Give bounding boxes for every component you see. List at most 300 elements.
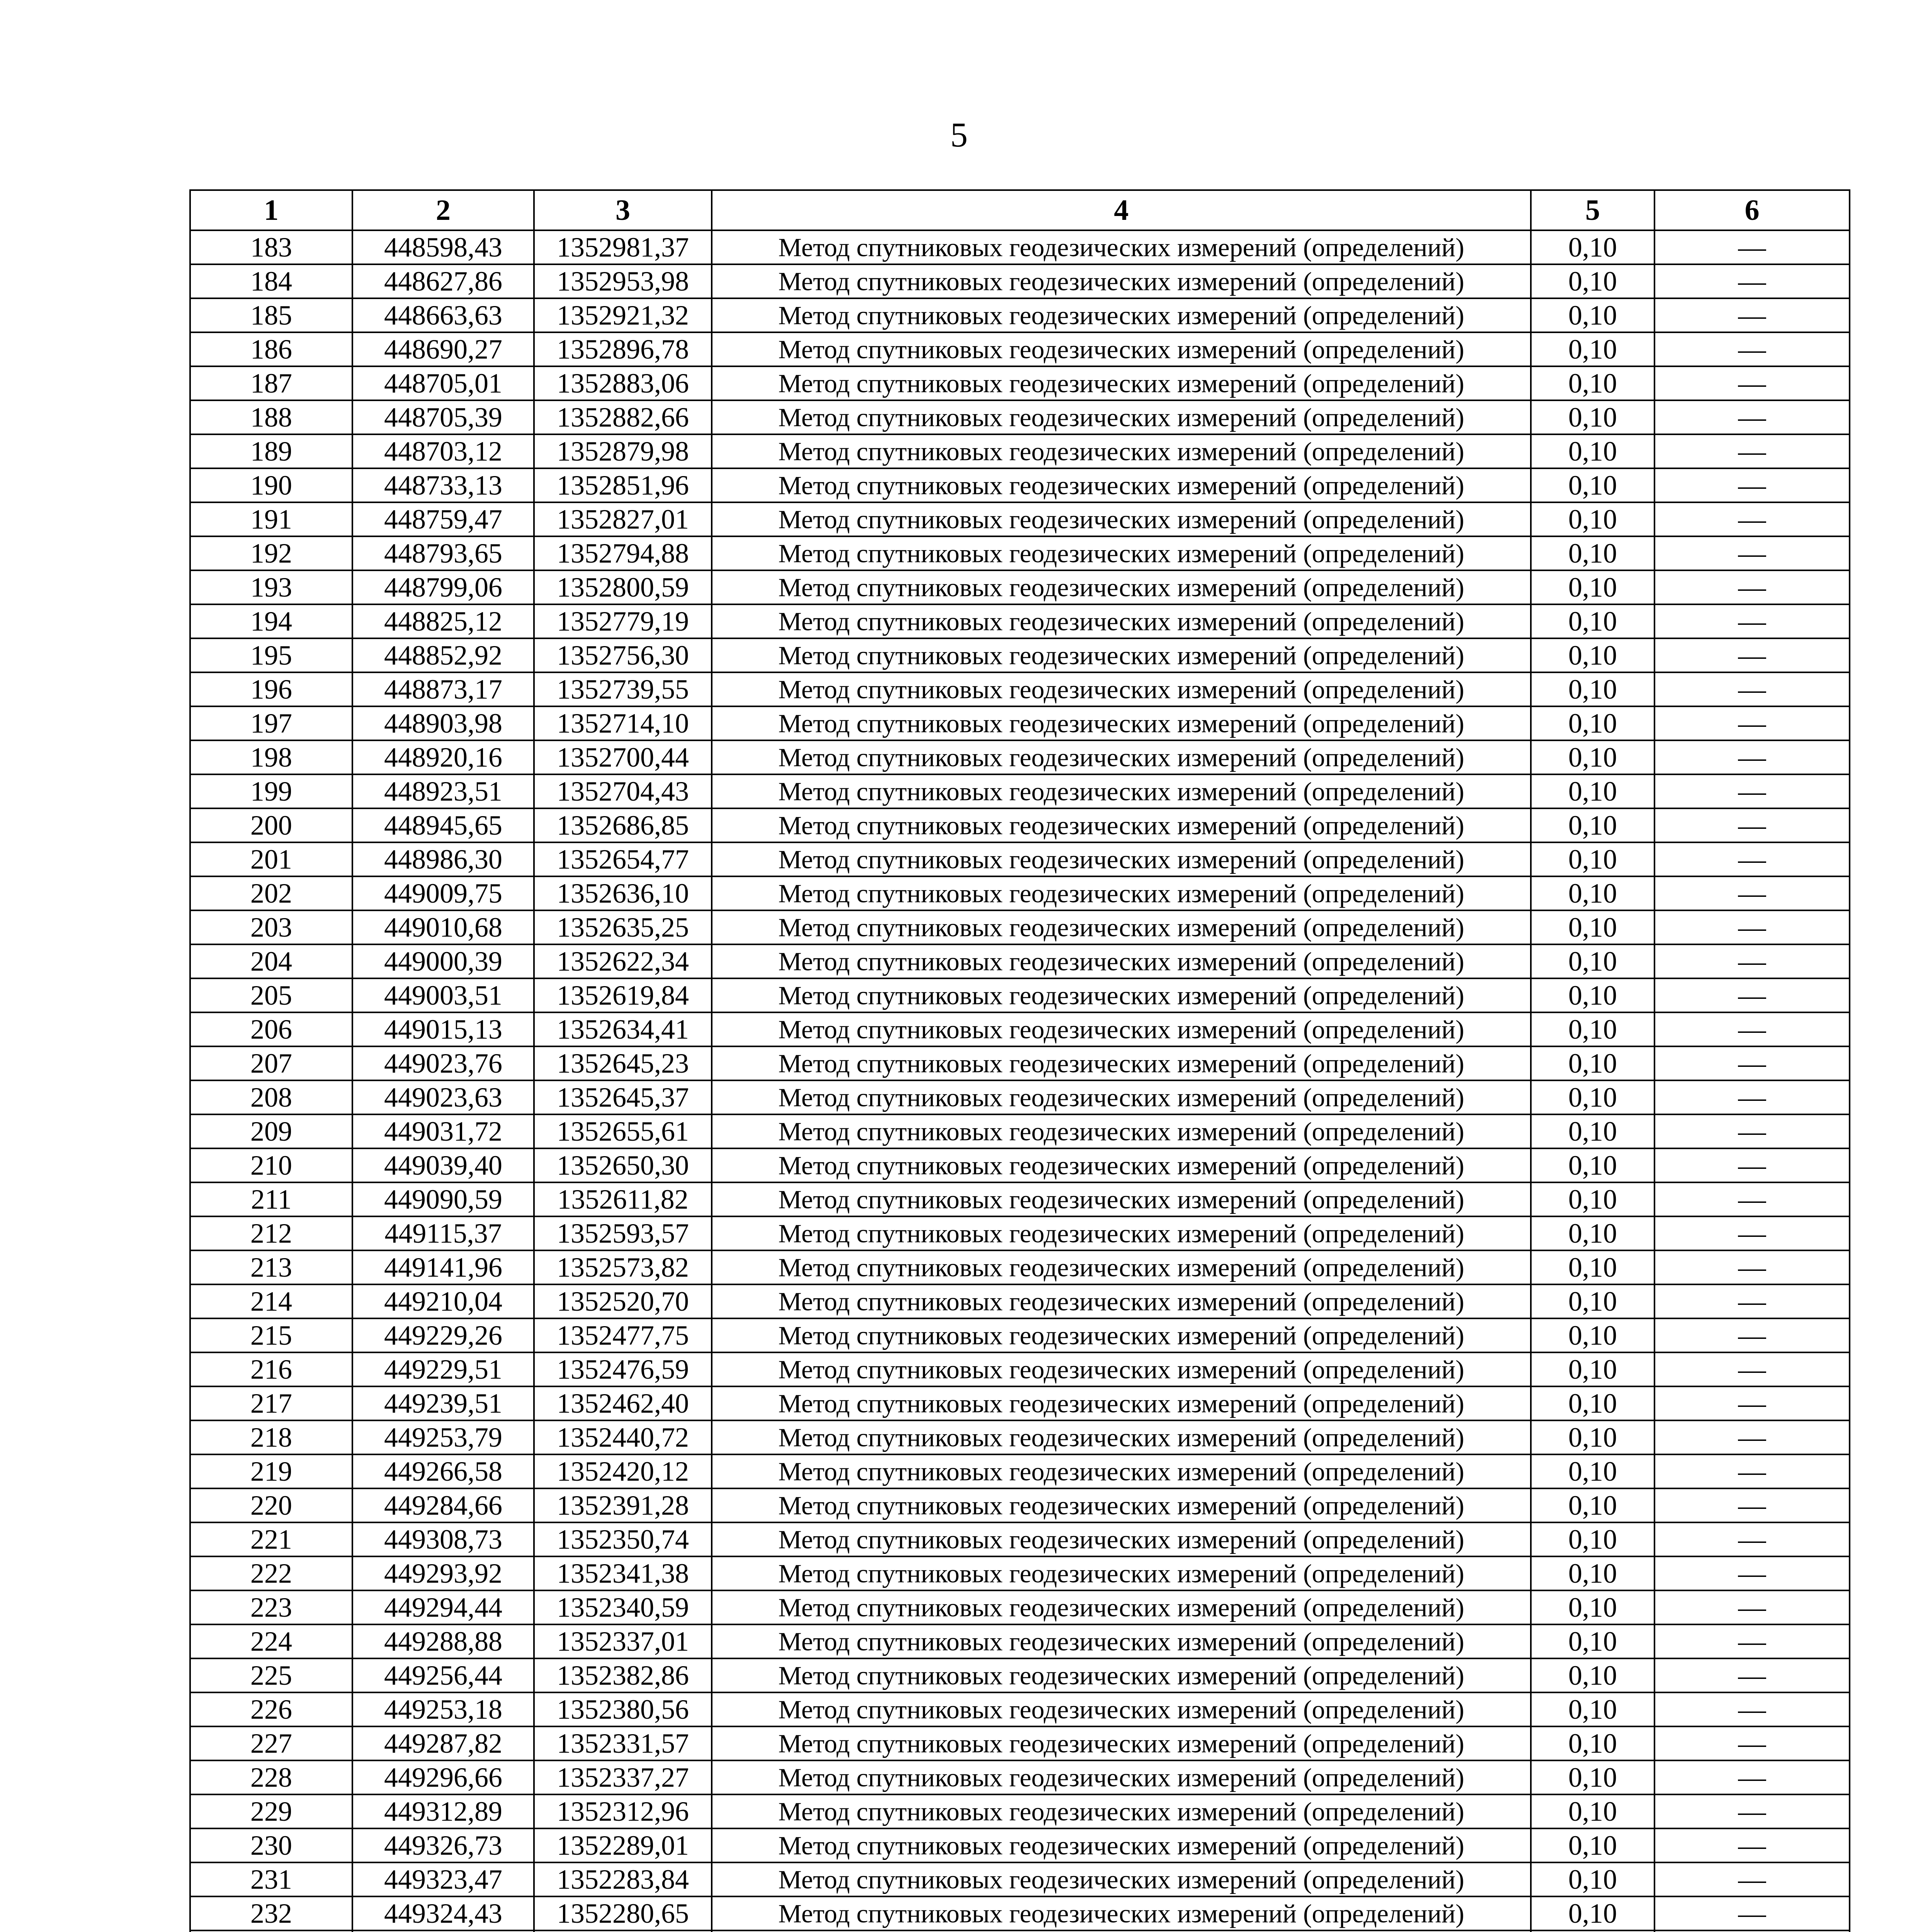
table-row bbox=[190, 1590, 1850, 1624]
point-number-cell: 191 bbox=[190, 502, 352, 536]
coord-y-cell: 1352981,37 bbox=[534, 230, 712, 264]
point-number-cell: 217 bbox=[190, 1386, 352, 1420]
accuracy-cell: 0,10 bbox=[1531, 1590, 1654, 1624]
accuracy-cell: 0,10 bbox=[1531, 366, 1654, 400]
coord-y-cell: 1352283,84 bbox=[534, 1862, 712, 1896]
coord-y-cell: 1352573,82 bbox=[534, 1250, 712, 1284]
table-row bbox=[190, 502, 1850, 536]
table-row bbox=[190, 1760, 1850, 1794]
method-cell: Метод спутниковых геодезических измерений (определений) bbox=[712, 1012, 1531, 1046]
description-cell: — bbox=[1654, 1454, 1850, 1488]
table-row bbox=[190, 264, 1850, 298]
point-number-cell: 211 bbox=[190, 1182, 352, 1216]
description-cell: — bbox=[1654, 1556, 1850, 1590]
table-row bbox=[190, 876, 1850, 910]
table-row bbox=[190, 400, 1850, 434]
header-row bbox=[190, 190, 1850, 230]
coord-y-cell bbox=[534, 1930, 712, 1932]
coord-y-cell: 1352350,74 bbox=[534, 1522, 712, 1556]
method-cell: Метод спутниковых геодезических измерений (определений) bbox=[712, 808, 1531, 842]
accuracy-cell: 0,10 bbox=[1531, 1250, 1654, 1284]
coord-x-cell: 448986,30 bbox=[352, 842, 534, 876]
description-cell: — bbox=[1654, 672, 1850, 706]
point-number-cell: 228 bbox=[190, 1760, 352, 1794]
table-row bbox=[190, 1216, 1850, 1250]
method-cell: Метод спутниковых геодезических измерений (определений) bbox=[712, 1250, 1531, 1284]
coord-y-cell: 1352655,61 bbox=[534, 1114, 712, 1148]
coord-x-cell: 449239,51 bbox=[352, 1386, 534, 1420]
description-cell: — bbox=[1654, 1284, 1850, 1318]
accuracy-cell: 0,10 bbox=[1531, 808, 1654, 842]
coord-x-cell: 448923,51 bbox=[352, 774, 534, 808]
coord-x-cell: 448852,92 bbox=[352, 638, 534, 672]
method-cell: Метод спутниковых геодезических измерений (определений) bbox=[712, 706, 1531, 740]
point-number-cell: 183 bbox=[190, 230, 352, 264]
coord-x-cell: 449210,04 bbox=[352, 1284, 534, 1318]
description-cell: — bbox=[1654, 1522, 1850, 1556]
table-row bbox=[190, 1352, 1850, 1386]
coord-y-cell: 1352827,01 bbox=[534, 502, 712, 536]
description-cell: — bbox=[1654, 638, 1850, 672]
method-cell: Метод спутниковых геодезических измерений (определений) bbox=[712, 876, 1531, 910]
coord-y-cell: 1352654,77 bbox=[534, 842, 712, 876]
table-row bbox=[190, 332, 1850, 366]
point-number-cell: 196 bbox=[190, 672, 352, 706]
description-cell: — bbox=[1654, 1318, 1850, 1352]
point-number-cell: 199 bbox=[190, 774, 352, 808]
method-cell: Метод спутниковых геодезических измерений (определений) bbox=[712, 1624, 1531, 1658]
accuracy-cell: 0,10 bbox=[1531, 1692, 1654, 1726]
coord-x-cell: 449294,44 bbox=[352, 1590, 534, 1624]
point-number-cell: 187 bbox=[190, 366, 352, 400]
table-row bbox=[190, 1182, 1850, 1216]
description-cell: — bbox=[1654, 1862, 1850, 1896]
description-cell: — bbox=[1654, 502, 1850, 536]
point-number-cell: 203 bbox=[190, 910, 352, 944]
coord-y-cell: 1352921,32 bbox=[534, 298, 712, 332]
accuracy-cell: 0,10 bbox=[1531, 1386, 1654, 1420]
coord-x-cell: 449287,82 bbox=[352, 1726, 534, 1760]
point-number-cell: 220 bbox=[190, 1488, 352, 1522]
method-cell: Метод спутниковых геодезических измерений (определений) bbox=[712, 978, 1531, 1012]
table-row bbox=[190, 1658, 1850, 1692]
coord-x-cell: 449256,44 bbox=[352, 1658, 534, 1692]
accuracy-cell: 0,10 bbox=[1531, 1726, 1654, 1760]
table-row bbox=[190, 944, 1850, 978]
method-cell: Метод спутниковых геодезических измерений (определений) bbox=[712, 1556, 1531, 1590]
coord-y-cell: 1352851,96 bbox=[534, 468, 712, 502]
method-cell: Метод спутниковых геодезических измерений (определений) bbox=[712, 1114, 1531, 1148]
point-number-cell: 229 bbox=[190, 1794, 352, 1828]
accuracy-cell: 0,10 bbox=[1531, 604, 1654, 638]
coord-x-cell: 448920,16 bbox=[352, 740, 534, 774]
method-cell: Метод спутниковых геодезических измерений (определений) bbox=[712, 264, 1531, 298]
point-number-cell: 218 bbox=[190, 1420, 352, 1454]
table-row bbox=[190, 1624, 1850, 1658]
accuracy-cell: 0,10 bbox=[1531, 1794, 1654, 1828]
coord-y-cell: 1352635,25 bbox=[534, 910, 712, 944]
method-cell: Метод спутниковых геодезических измерений (определений) bbox=[712, 1896, 1531, 1930]
description-cell: — bbox=[1654, 944, 1850, 978]
coord-y-cell: 1352337,27 bbox=[534, 1760, 712, 1794]
method-cell: Метод спутниковых геодезических измерений (определений) bbox=[712, 1352, 1531, 1386]
point-number-cell: 201 bbox=[190, 842, 352, 876]
point-number-cell: 227 bbox=[190, 1726, 352, 1760]
accuracy-cell: 0,10 bbox=[1531, 978, 1654, 1012]
accuracy-cell: 0,10 bbox=[1531, 672, 1654, 706]
method-cell: Метод спутниковых геодезических измерений (определений) bbox=[712, 1522, 1531, 1556]
header-col-6: 6 bbox=[1654, 190, 1850, 230]
point-number-cell: 214 bbox=[190, 1284, 352, 1318]
table-row bbox=[190, 808, 1850, 842]
point-number-cell: 212 bbox=[190, 1216, 352, 1250]
point-number-cell: 232 bbox=[190, 1896, 352, 1930]
accuracy-cell: 0,10 bbox=[1531, 910, 1654, 944]
method-cell: Метод спутниковых геодезических измерений (определений) bbox=[712, 1726, 1531, 1760]
point-number-cell: 209 bbox=[190, 1114, 352, 1148]
method-cell: Метод спутниковых геодезических измерений (определений) bbox=[712, 502, 1531, 536]
description-cell: — bbox=[1654, 774, 1850, 808]
table-row bbox=[190, 1012, 1850, 1046]
method-cell: Метод спутниковых геодезических измерений (определений) bbox=[712, 1046, 1531, 1080]
table-row bbox=[190, 1148, 1850, 1182]
coord-x-cell: 448703,12 bbox=[352, 434, 534, 468]
table-row bbox=[190, 910, 1850, 944]
method-cell: Метод спутниковых геодезических измерений (определений) bbox=[712, 1488, 1531, 1522]
method-cell: Метод спутниковых геодезических измерений (определений) bbox=[712, 774, 1531, 808]
coord-y-cell: 1352622,34 bbox=[534, 944, 712, 978]
header-col-2: 2 bbox=[352, 190, 534, 230]
header-col-1: 1 bbox=[190, 190, 352, 230]
accuracy-cell: 0,10 bbox=[1531, 706, 1654, 740]
accuracy-cell: 0,10 bbox=[1531, 1896, 1654, 1930]
table-body bbox=[190, 230, 1850, 1932]
description-cell: — bbox=[1654, 468, 1850, 502]
coord-x-cell: 448793,65 bbox=[352, 536, 534, 570]
coord-x-cell: 448799,06 bbox=[352, 570, 534, 604]
accuracy-cell: 0,10 bbox=[1531, 264, 1654, 298]
coord-y-cell: 1352645,23 bbox=[534, 1046, 712, 1080]
coord-x-cell: 448733,13 bbox=[352, 468, 534, 502]
accuracy-cell bbox=[1531, 1930, 1654, 1932]
accuracy-cell: 0,10 bbox=[1531, 332, 1654, 366]
coord-y-cell: 1352611,82 bbox=[534, 1182, 712, 1216]
coord-y-cell: 1352391,28 bbox=[534, 1488, 712, 1522]
description-cell: — bbox=[1654, 1624, 1850, 1658]
description-cell: — bbox=[1654, 1250, 1850, 1284]
coord-y-cell: 1352794,88 bbox=[534, 536, 712, 570]
table-row bbox=[190, 1556, 1850, 1590]
point-number-cell: 221 bbox=[190, 1522, 352, 1556]
description-cell: — bbox=[1654, 1148, 1850, 1182]
method-cell: Метод спутниковых геодезических измерений (определений) bbox=[712, 1284, 1531, 1318]
accuracy-cell: 0,10 bbox=[1531, 434, 1654, 468]
accuracy-cell: 0,10 bbox=[1531, 1420, 1654, 1454]
point-number-cell: 189 bbox=[190, 434, 352, 468]
table-row bbox=[190, 536, 1850, 570]
description-cell: — bbox=[1654, 230, 1850, 264]
coord-y-cell: 1352883,06 bbox=[534, 366, 712, 400]
description-cell: — bbox=[1654, 1080, 1850, 1114]
point-number-cell: 192 bbox=[190, 536, 352, 570]
description-cell: — bbox=[1654, 434, 1850, 468]
accuracy-cell: 0,10 bbox=[1531, 1624, 1654, 1658]
coord-y-cell: 1352645,37 bbox=[534, 1080, 712, 1114]
accuracy-cell: 0,10 bbox=[1531, 502, 1654, 536]
coord-y-cell: 1352800,59 bbox=[534, 570, 712, 604]
accuracy-cell: 0,10 bbox=[1531, 536, 1654, 570]
coord-x-cell: 449009,75 bbox=[352, 876, 534, 910]
coord-x-cell: 449229,51 bbox=[352, 1352, 534, 1386]
coord-y-cell: 1352382,86 bbox=[534, 1658, 712, 1692]
description-cell: — bbox=[1654, 570, 1850, 604]
point-number-cell: 226 bbox=[190, 1692, 352, 1726]
point-number-cell: 208 bbox=[190, 1080, 352, 1114]
description-cell: — bbox=[1654, 1386, 1850, 1420]
coord-y-cell: 1352619,84 bbox=[534, 978, 712, 1012]
accuracy-cell: 0,10 bbox=[1531, 1080, 1654, 1114]
table-row bbox=[190, 570, 1850, 604]
method-cell: Метод спутниковых геодезических измерений (определений) bbox=[712, 1828, 1531, 1862]
table-row bbox=[190, 1862, 1850, 1896]
point-number-cell: 190 bbox=[190, 468, 352, 502]
table-row bbox=[190, 740, 1850, 774]
coord-x-cell: 449023,76 bbox=[352, 1046, 534, 1080]
coord-y-cell: 1352882,66 bbox=[534, 400, 712, 434]
coord-x-cell: 449000,39 bbox=[352, 944, 534, 978]
table-row bbox=[190, 1794, 1850, 1828]
accuracy-cell: 0,10 bbox=[1531, 1352, 1654, 1386]
point-number-cell: 202 bbox=[190, 876, 352, 910]
method-cell: Метод спутниковых геодезических измерений (определений) bbox=[712, 740, 1531, 774]
description-cell: — bbox=[1654, 978, 1850, 1012]
coord-x-cell bbox=[352, 1930, 534, 1932]
coord-y-cell: 1352756,30 bbox=[534, 638, 712, 672]
coord-y-cell: 1352331,57 bbox=[534, 1726, 712, 1760]
coord-y-cell: 1352636,10 bbox=[534, 876, 712, 910]
coord-x-cell: 449115,37 bbox=[352, 1216, 534, 1250]
table-row bbox=[190, 774, 1850, 808]
accuracy-cell: 0,10 bbox=[1531, 1828, 1654, 1862]
table-row bbox=[190, 842, 1850, 876]
header-col-3: 3 bbox=[534, 190, 712, 230]
coord-y-cell: 1352700,44 bbox=[534, 740, 712, 774]
point-number-cell: 213 bbox=[190, 1250, 352, 1284]
coord-y-cell: 1352650,30 bbox=[534, 1148, 712, 1182]
coord-y-cell: 1352420,12 bbox=[534, 1454, 712, 1488]
accuracy-cell: 0,10 bbox=[1531, 876, 1654, 910]
accuracy-cell: 0,10 bbox=[1531, 1318, 1654, 1352]
coord-x-cell: 448690,27 bbox=[352, 332, 534, 366]
point-number-cell: 197 bbox=[190, 706, 352, 740]
description-cell: — bbox=[1654, 536, 1850, 570]
method-cell: Метод спутниковых геодезических измерений (определений) bbox=[712, 1318, 1531, 1352]
table-row bbox=[190, 1046, 1850, 1080]
description-cell: — bbox=[1654, 1794, 1850, 1828]
description-cell: — bbox=[1654, 1828, 1850, 1862]
method-cell: Метод спутниковых геодезических измерений (определений) bbox=[712, 910, 1531, 944]
coord-x-cell: 448705,39 bbox=[352, 400, 534, 434]
coord-y-cell: 1352280,65 bbox=[534, 1896, 712, 1930]
coord-y-cell: 1352312,96 bbox=[534, 1794, 712, 1828]
coord-x-cell: 448873,17 bbox=[352, 672, 534, 706]
accuracy-cell: 0,10 bbox=[1531, 1556, 1654, 1590]
coord-x-cell: 449003,51 bbox=[352, 978, 534, 1012]
accuracy-cell: 0,10 bbox=[1531, 1148, 1654, 1182]
table-row bbox=[190, 366, 1850, 400]
coord-x-cell: 449253,18 bbox=[352, 1692, 534, 1726]
method-cell: Метод спутниковых геодезических измерений (определений) bbox=[712, 570, 1531, 604]
method-cell: Метод спутниковых геодезических измерений (определений) bbox=[712, 400, 1531, 434]
table-row bbox=[190, 434, 1850, 468]
description-cell: — bbox=[1654, 1352, 1850, 1386]
method-cell: Метод спутниковых геодезических измерений (определений) bbox=[712, 230, 1531, 264]
method-cell: Метод спутниковых геодезических измерений (определений) bbox=[712, 672, 1531, 706]
point-number-cell: 204 bbox=[190, 944, 352, 978]
table-row bbox=[190, 1692, 1850, 1726]
description-cell: — bbox=[1654, 264, 1850, 298]
accuracy-cell: 0,10 bbox=[1531, 1216, 1654, 1250]
method-cell: Метод спутниковых геодезических измерений (определений) bbox=[712, 1658, 1531, 1692]
coord-x-cell: 449296,66 bbox=[352, 1760, 534, 1794]
accuracy-cell: 0,10 bbox=[1531, 1046, 1654, 1080]
accuracy-cell: 0,10 bbox=[1531, 298, 1654, 332]
point-number-cell: 188 bbox=[190, 400, 352, 434]
table-row bbox=[190, 706, 1850, 740]
point-number-cell: 231 bbox=[190, 1862, 352, 1896]
method-cell: Метод спутниковых геодезических измерений (определений) bbox=[712, 1692, 1531, 1726]
point-number-cell: 222 bbox=[190, 1556, 352, 1590]
coord-y-cell: 1352520,70 bbox=[534, 1284, 712, 1318]
table-row bbox=[190, 638, 1850, 672]
description-cell: — bbox=[1654, 1182, 1850, 1216]
point-number-cell: 198 bbox=[190, 740, 352, 774]
accuracy-cell: 0,10 bbox=[1531, 638, 1654, 672]
coord-x-cell: 449023,63 bbox=[352, 1080, 534, 1114]
method-cell: Метод спутниковых геодезических измерений (определений) bbox=[712, 1862, 1531, 1896]
accuracy-cell: 0,10 bbox=[1531, 468, 1654, 502]
point-number-cell: 223 bbox=[190, 1590, 352, 1624]
method-cell: Метод спутниковых геодезических измерений (определений) bbox=[712, 1760, 1531, 1794]
accuracy-cell: 0,10 bbox=[1531, 400, 1654, 434]
point-number-cell: 194 bbox=[190, 604, 352, 638]
point-number-cell bbox=[190, 1930, 352, 1932]
coord-y-cell: 1352380,56 bbox=[534, 1692, 712, 1726]
table-row bbox=[190, 1420, 1850, 1454]
description-cell: — bbox=[1654, 1488, 1850, 1522]
point-number-cell: 184 bbox=[190, 264, 352, 298]
accuracy-cell: 0,10 bbox=[1531, 1114, 1654, 1148]
point-number-cell: 185 bbox=[190, 298, 352, 332]
method-cell: Метод спутниковых геодезических измерений (определений) bbox=[712, 1454, 1531, 1488]
coord-y-cell: 1352289,01 bbox=[534, 1828, 712, 1862]
method-cell: Метод спутниковых геодезических измерений (определений) bbox=[712, 366, 1531, 400]
accuracy-cell: 0,10 bbox=[1531, 740, 1654, 774]
coord-x-cell: 449039,40 bbox=[352, 1148, 534, 1182]
point-number-cell: 230 bbox=[190, 1828, 352, 1862]
description-cell: — bbox=[1654, 842, 1850, 876]
description-cell: — bbox=[1654, 876, 1850, 910]
description-cell: — bbox=[1654, 1012, 1850, 1046]
accuracy-cell: 0,10 bbox=[1531, 1454, 1654, 1488]
method-cell: Метод спутниковых геодезических измерений (определений) bbox=[712, 1182, 1531, 1216]
method-cell: Метод спутниковых геодезических измерений (определений) bbox=[712, 1080, 1531, 1114]
coord-x-cell: 449090,59 bbox=[352, 1182, 534, 1216]
description-cell: — bbox=[1654, 808, 1850, 842]
coord-x-cell: 448825,12 bbox=[352, 604, 534, 638]
method-cell: Метод спутниковых геодезических измерений (определений) bbox=[712, 842, 1531, 876]
table-row bbox=[190, 468, 1850, 502]
method-cell: Метод спутниковых геодезических измерений (определений) bbox=[712, 1420, 1531, 1454]
accuracy-cell: 0,10 bbox=[1531, 944, 1654, 978]
description-cell: — bbox=[1654, 740, 1850, 774]
description-cell: — bbox=[1654, 1896, 1850, 1930]
coord-y-cell: 1352953,98 bbox=[534, 264, 712, 298]
coord-x-cell: 449293,92 bbox=[352, 1556, 534, 1590]
coord-x-cell: 449324,43 bbox=[352, 1896, 534, 1930]
table-row bbox=[190, 978, 1850, 1012]
accuracy-cell: 0,10 bbox=[1531, 1760, 1654, 1794]
coord-x-cell: 449031,72 bbox=[352, 1114, 534, 1148]
coord-x-cell: 449266,58 bbox=[352, 1454, 534, 1488]
coord-y-cell: 1352714,10 bbox=[534, 706, 712, 740]
coord-x-cell: 448903,98 bbox=[352, 706, 534, 740]
method-cell: Метод спутниковых геодезических измерений (определений) bbox=[712, 1590, 1531, 1624]
coord-y-cell: 1352462,40 bbox=[534, 1386, 712, 1420]
description-cell: — bbox=[1654, 1760, 1850, 1794]
accuracy-cell: 0,10 bbox=[1531, 570, 1654, 604]
method-cell: Метод спутниковых геодезических измерений (определений) bbox=[712, 434, 1531, 468]
coord-y-cell: 1352879,98 bbox=[534, 434, 712, 468]
coord-y-cell: 1352337,01 bbox=[534, 1624, 712, 1658]
coord-x-cell: 448759,47 bbox=[352, 502, 534, 536]
table-row bbox=[190, 1386, 1850, 1420]
accuracy-cell: 0,10 bbox=[1531, 1488, 1654, 1522]
coord-x-cell: 449284,66 bbox=[352, 1488, 534, 1522]
coord-y-cell: 1352341,38 bbox=[534, 1556, 712, 1590]
method-cell: Метод спутниковых геодезических измерений (определений) bbox=[712, 944, 1531, 978]
table-row bbox=[190, 1488, 1850, 1522]
description-cell: — bbox=[1654, 706, 1850, 740]
point-number-cell: 219 bbox=[190, 1454, 352, 1488]
coord-x-cell: 449229,26 bbox=[352, 1318, 534, 1352]
coord-y-cell: 1352440,72 bbox=[534, 1420, 712, 1454]
accuracy-cell: 0,10 bbox=[1531, 1284, 1654, 1318]
coord-y-cell: 1352476,59 bbox=[534, 1352, 712, 1386]
coord-y-cell: 1352896,78 bbox=[534, 332, 712, 366]
table-row bbox=[190, 1318, 1850, 1352]
coord-x-cell: 449141,96 bbox=[352, 1250, 534, 1284]
table-row bbox=[190, 230, 1850, 264]
table-row bbox=[190, 1726, 1850, 1760]
coord-x-cell: 449010,68 bbox=[352, 910, 534, 944]
coord-y-cell: 1352779,19 bbox=[534, 604, 712, 638]
description-cell: — bbox=[1654, 1692, 1850, 1726]
coord-x-cell: 449326,73 bbox=[352, 1828, 534, 1862]
point-number-cell: 193 bbox=[190, 570, 352, 604]
description-cell: — bbox=[1654, 1658, 1850, 1692]
description-cell: — bbox=[1654, 1726, 1850, 1760]
table-row bbox=[190, 1250, 1850, 1284]
coord-x-cell: 448705,01 bbox=[352, 366, 534, 400]
accuracy-cell: 0,10 bbox=[1531, 1658, 1654, 1692]
method-cell: Метод спутниковых геодезических измерений (определений) bbox=[712, 332, 1531, 366]
header-col-5: 5 bbox=[1531, 190, 1654, 230]
coord-x-cell: 448598,43 bbox=[352, 230, 534, 264]
point-number-cell: 207 bbox=[190, 1046, 352, 1080]
description-cell: — bbox=[1654, 1216, 1850, 1250]
table-row bbox=[190, 1114, 1850, 1148]
